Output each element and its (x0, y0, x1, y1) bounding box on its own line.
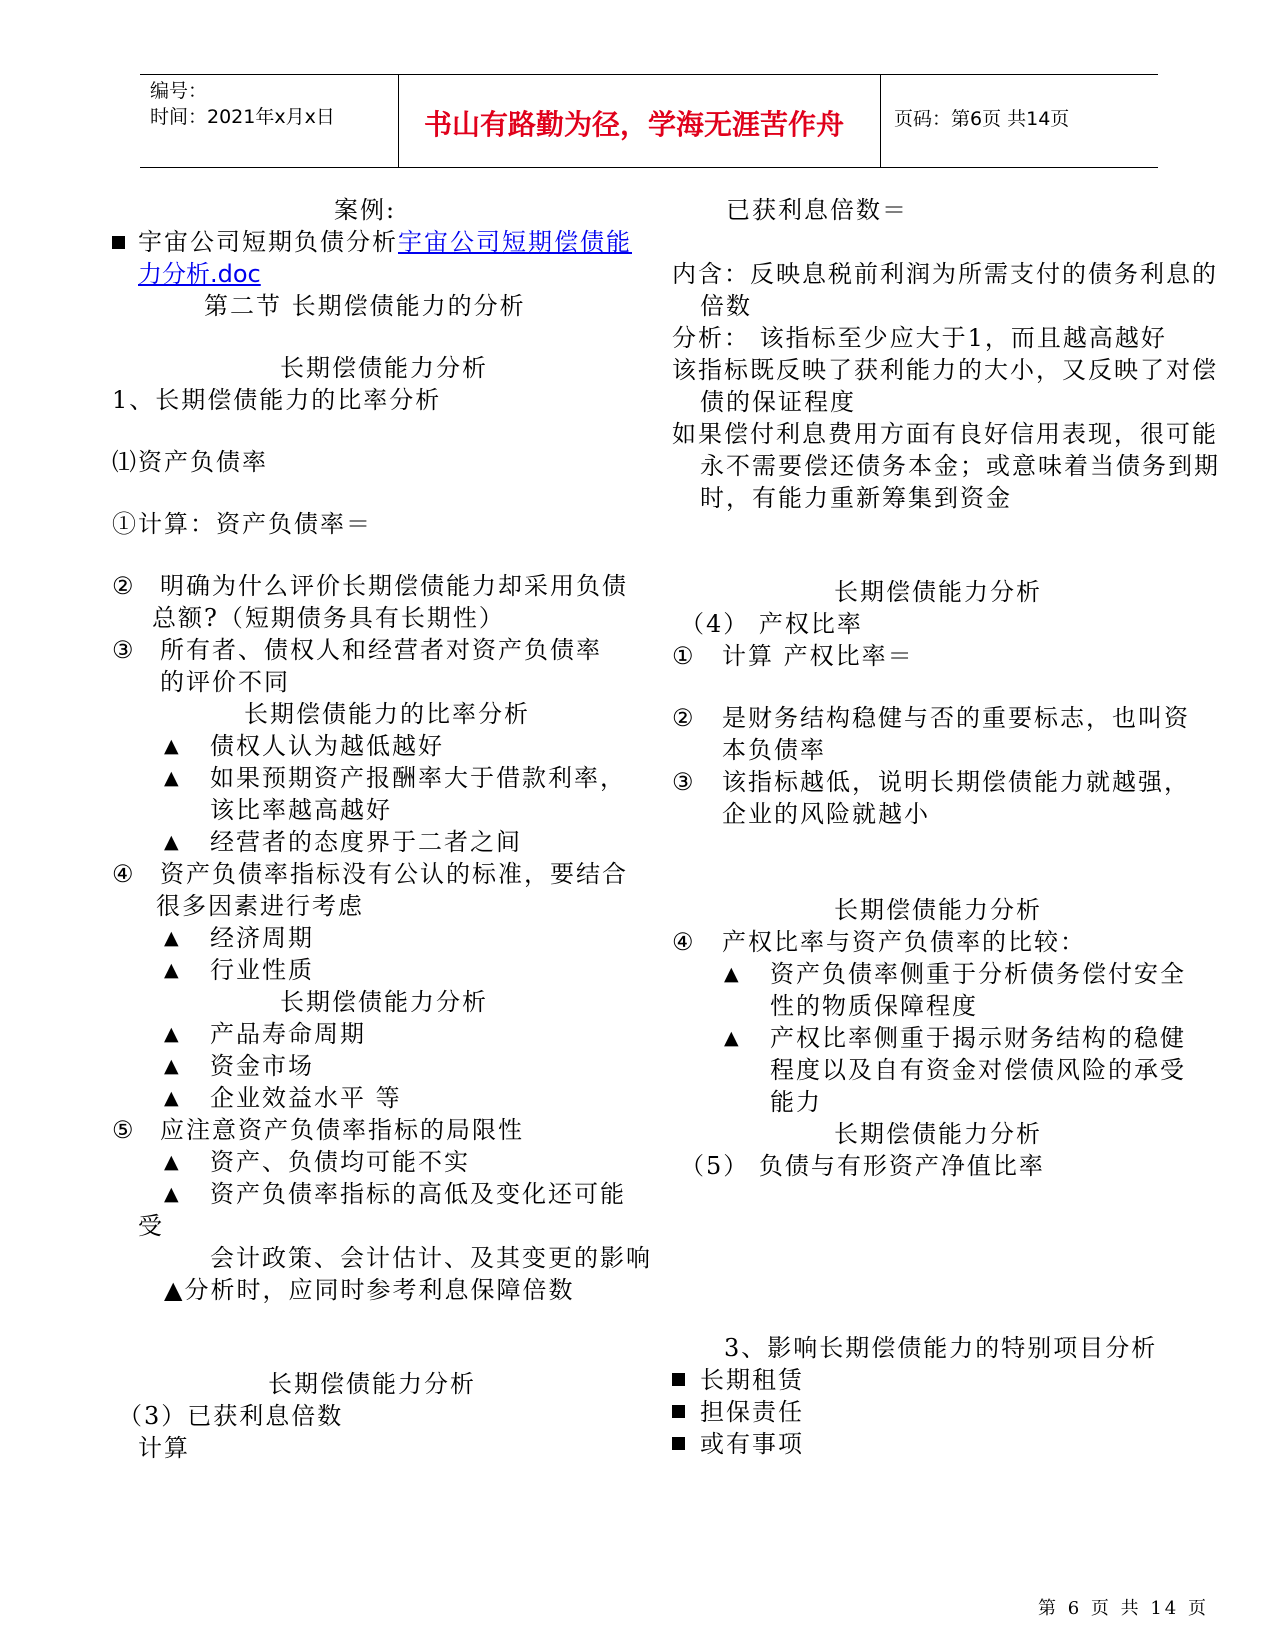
triangle-bullet: ▲ (164, 1055, 181, 1077)
triangle-item: 产品寿命周期 (210, 1020, 366, 1048)
code-label: 编号： (150, 80, 208, 102)
analysis-line: 分析： 该指标至少应大于1，而且越高越好 (672, 324, 1167, 352)
point-text: 所有者、债权人和经营者对资产负债率 (160, 636, 602, 664)
sub-heading: （4） 产权比率 (680, 610, 863, 638)
header-divider (398, 75, 399, 167)
triangle-item: 程度以及自有资金对偿债风险的承受 (770, 1056, 1186, 1084)
circled-number: ① (672, 642, 696, 670)
triangle-bullet: ▲ (164, 735, 181, 757)
page-info: 页码：第6页 共14页 (894, 108, 1070, 130)
triangle-item: 经济周期 (210, 924, 314, 952)
square-bullet (672, 1371, 685, 1390)
case-item-text: 宇宙公司短期负债分析 (138, 228, 398, 256)
triangle-bullet: ▲ (724, 963, 741, 985)
triangle-item: 企业效益水平 等 (210, 1084, 402, 1112)
triangle-item: 如果预期资产报酬率大于借款利率， (210, 764, 626, 792)
section-heading: 长期偿债能力分析 (834, 578, 1042, 606)
triangle-item: 产权比率侧重于揭示财务结构的稳健 (770, 1024, 1186, 1052)
list-item: 长期租赁 (700, 1366, 804, 1394)
list-item: 担保责任 (700, 1398, 804, 1426)
point-text: 总额?（短期债务具有长期性） (152, 604, 505, 632)
square-bullet (112, 234, 125, 253)
triangle-item: 债权人认为越低越好 (210, 732, 444, 760)
point-text: 是财务结构稳健与否的重要标志，也叫资 (722, 704, 1190, 732)
point-text: 该指标越低，说明长期偿债能力就越强， (722, 768, 1190, 796)
circled-number: ② (112, 572, 136, 600)
meaning-line: 内含：反映息税前利润为所需支付的债务利息的 (672, 260, 1218, 288)
point-text: 产权比率与资产负债率的比较： (722, 928, 1086, 956)
triangle-bullet: ▲ (164, 767, 181, 789)
item-heading: 1、长期偿债能力的比率分析 (112, 386, 442, 414)
paragraph-line: 债的保证程度 (700, 388, 856, 416)
header-table (140, 74, 1158, 168)
point-text: 资产负债率指标没有公认的标准，要结合 (160, 860, 628, 888)
point-text: 应注意资产负债率指标的局限性 (160, 1116, 524, 1144)
triangle-bullet: ▲ (164, 927, 181, 949)
list-item: 或有事项 (700, 1430, 804, 1458)
calc-line: ①计算：资产负债率＝ (112, 510, 372, 538)
triangle-bullet: ▲ (164, 831, 181, 853)
paragraph-line: 如果偿付利息费用方面有良好信用表现，很可能 (672, 420, 1218, 448)
triangle-item: 受 (138, 1212, 164, 1240)
section-heading: 长期偿债能力分析 (834, 896, 1042, 924)
case-item (138, 226, 632, 258)
point-text: 的评价不同 (160, 668, 290, 696)
point-text: 很多因素进行考虑 (156, 892, 364, 920)
triangle-item: 该比率越高越好 (210, 796, 392, 824)
paragraph-line: 该指标既反映了获利能力的大小，又反映了对偿 (672, 356, 1218, 384)
triangle-item: 性的物质保障程度 (770, 992, 978, 1020)
square-bullet (672, 1403, 685, 1422)
triangle-item: 行业性质 (210, 956, 314, 984)
triangle-bullet: ▲ (164, 1023, 181, 1045)
case-doc-link[interactable]: 宇宙公司短期偿债能 (398, 228, 632, 256)
case-label: 案例: (334, 196, 397, 224)
triangle-bullet: ▲ (164, 1183, 181, 1205)
triangle-bullet: ▲ (164, 1087, 181, 1109)
triangle-bullet: ▲ (724, 1027, 741, 1049)
point-text: 计算 产权比率＝ (722, 642, 914, 670)
section-heading: 长期偿债能力分析 (268, 1370, 476, 1398)
section-heading: 长期偿债能力的比率分析 (244, 700, 530, 728)
circled-number: ④ (672, 928, 696, 956)
triangle-item: 经营者的态度界于二者之间 (210, 828, 522, 856)
triangle-item: 资产、负债均可能不实 (210, 1148, 470, 1176)
page-footer: 第 6 页 共 14 页 (1038, 1598, 1209, 1619)
motto: 书山有路勤为径，学海无涯苦作舟 (424, 108, 845, 141)
calc-line: 计算 (138, 1434, 190, 1462)
triangle-item: 资金市场 (210, 1052, 314, 1080)
sub-heading: （5） 负债与有形资产净值比率 (680, 1152, 1045, 1180)
circled-number: ③ (112, 636, 136, 664)
item-heading: 3、影响长期偿债能力的特别项目分析 (724, 1334, 1158, 1362)
triangle-item: 会计政策、会计估计、及其变更的影响 (210, 1244, 652, 1272)
square-bullet (672, 1435, 685, 1454)
triangle-bullet: ▲ (164, 959, 181, 981)
section-title: 第二节 长期偿债能力的分析 (204, 292, 526, 320)
circled-number: ⑤ (112, 1116, 136, 1144)
header-divider (880, 75, 881, 167)
formula-label: 已获利息倍数＝ (726, 196, 908, 224)
section-heading: 长期偿债能力分析 (280, 988, 488, 1016)
paragraph-line: 永不需要偿还债务本金；或意味着当债务到期 (700, 452, 1220, 480)
case-doc-link-cont[interactable]: 力分析.doc (138, 260, 261, 288)
triangle-item: 资产负债率指标的高低及变化还可能 (210, 1180, 626, 1208)
section-heading: 长期偿债能力分析 (834, 1120, 1042, 1148)
circled-number: ④ (112, 860, 136, 888)
section-heading: 长期偿债能力分析 (280, 354, 488, 382)
paragraph-line: 时，有能力重新筹集到资金 (700, 484, 1012, 512)
triangle-item: 资产负债率侧重于分析债务偿付安全 (770, 960, 1186, 988)
point-text: 企业的风险就越小 (722, 800, 930, 828)
triangle-item: 能力 (770, 1088, 822, 1116)
meaning-line: 倍数 (700, 292, 752, 320)
point-text: 本负债率 (722, 736, 826, 764)
triangle-bullet: ▲ (164, 1151, 181, 1173)
circled-number: ② (672, 704, 696, 732)
sub-heading: （3）已获利息倍数 (118, 1402, 344, 1430)
triangle-item: ▲分析时，应同时参考利息保障倍数 (164, 1276, 575, 1304)
time-label: 时间：2021年x月x日 (150, 106, 335, 128)
sub-heading: ⑴资产负债率 (112, 448, 268, 476)
circled-number: ③ (672, 768, 696, 796)
point-text: 明确为什么评价长期偿债能力却采用负债 (160, 572, 628, 600)
